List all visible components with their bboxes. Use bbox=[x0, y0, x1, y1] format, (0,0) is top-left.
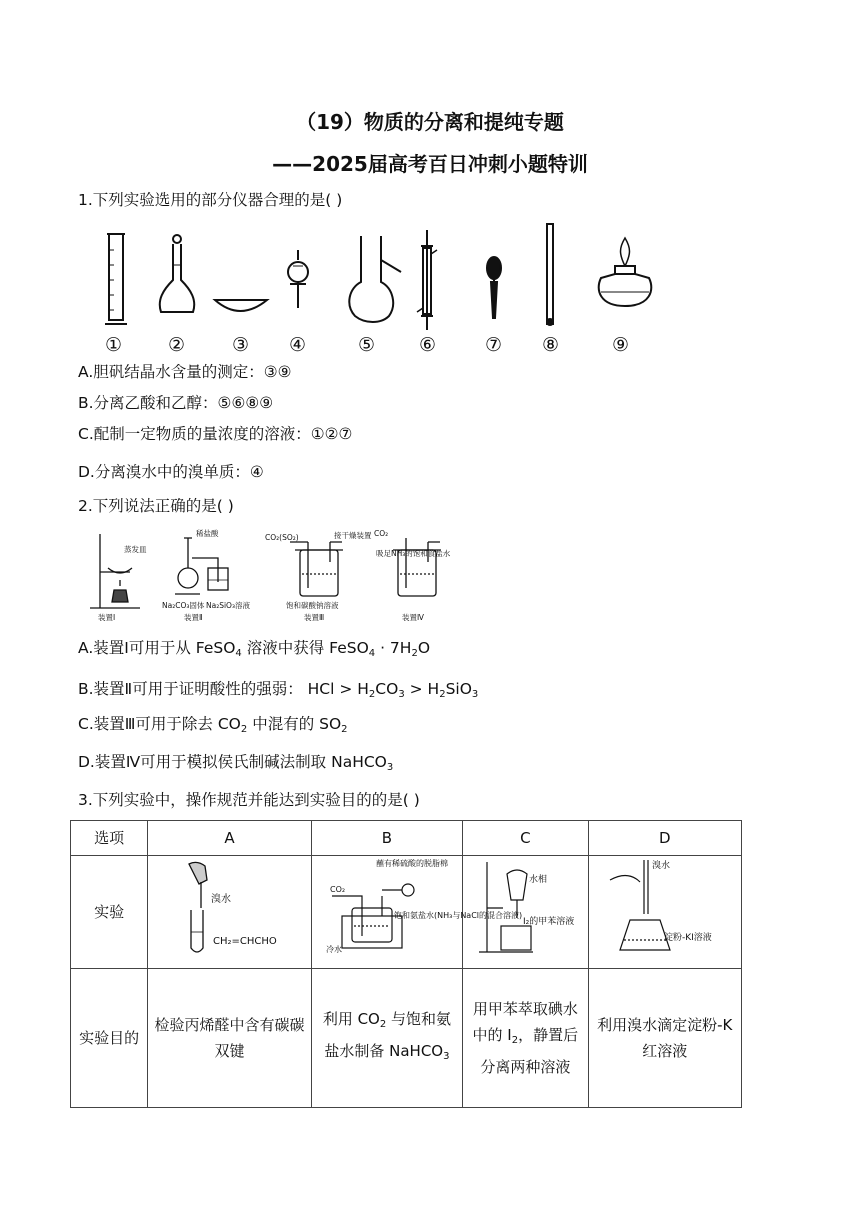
table-header-cell: 选项 bbox=[71, 821, 148, 856]
instrument-label: ④ bbox=[289, 334, 307, 356]
instrument-label: ⑥ bbox=[419, 334, 437, 356]
reagent-label: 溴水 bbox=[651, 861, 670, 871]
q1-instruments-figure bbox=[95, 220, 655, 355]
device3-out: 接干燥装置 bbox=[334, 531, 372, 540]
instrument-label: ① bbox=[105, 334, 123, 356]
exp-figure-c bbox=[463, 856, 588, 969]
device2-label: 装置Ⅱ bbox=[184, 613, 203, 622]
alcohol-lamp-icon bbox=[599, 238, 652, 306]
q1-option-c: C.配制一定物质的量浓度的溶液：①②⑦ bbox=[78, 425, 353, 443]
instrument-label: ③ bbox=[232, 334, 250, 356]
exp-figure-a bbox=[148, 856, 311, 969]
compound-label: CH₂=CHCHO bbox=[213, 936, 278, 947]
exp-figure-d bbox=[588, 856, 742, 969]
dropper-icon bbox=[487, 257, 501, 318]
thermometer-icon bbox=[547, 224, 553, 325]
reagent-label: 溴水 bbox=[211, 894, 232, 905]
device2-soln: Na₂SiO₃溶液 bbox=[206, 601, 250, 610]
upper-phase-label: 水相 bbox=[529, 875, 548, 885]
device1-label: 装置Ⅰ bbox=[98, 613, 116, 622]
gas-label: CO₂ bbox=[329, 885, 346, 894]
row-label-experiment: 实验 bbox=[71, 856, 148, 969]
aim-a: 检验丙烯醛中含有碳碳双键 bbox=[148, 969, 311, 1108]
device1-note: 蒸发皿 bbox=[124, 545, 147, 554]
separatory-funnel-icon bbox=[288, 250, 308, 308]
q2-option-b: B.装置Ⅱ可用于证明酸性的强弱： HCl > $H_2CO_3 > H_2SiO_3$ bbox=[78, 680, 479, 700]
device4-soln: 吸足NH₃的饱和食盐水 bbox=[376, 549, 451, 558]
device3-soln: 饱和碳酸钠溶液 bbox=[286, 601, 339, 610]
q1-option-b: B.分离乙酸和乙醇：⑤⑥⑧⑨ bbox=[78, 394, 274, 412]
aim-d: 利用溴水滴定淀粉-K 红溶液 bbox=[588, 969, 742, 1108]
exp-figure-b bbox=[311, 856, 523, 969]
instrument-label: ⑦ bbox=[485, 334, 503, 356]
test-tube-figure bbox=[159, 856, 299, 960]
table-row-aim bbox=[71, 969, 742, 1108]
device2-acid: 稀盐酸 bbox=[196, 529, 219, 538]
instrument-label: ⑧ bbox=[542, 334, 560, 356]
condenser-icon bbox=[417, 230, 437, 330]
graduated-cylinder-icon bbox=[105, 234, 127, 324]
instrument-label: ⑤ bbox=[358, 334, 376, 356]
q3-options-table bbox=[70, 820, 742, 1108]
gas-bottle-figure bbox=[322, 856, 523, 960]
table-header-row bbox=[71, 821, 742, 856]
instrument-label: ⑨ bbox=[612, 334, 630, 356]
distillation-flask-icon bbox=[349, 236, 401, 322]
q2-option-d: D.装置Ⅳ可用于模拟侯氏制碱法制取 NaHCO$_3$ bbox=[78, 753, 394, 773]
q2-devices-figure bbox=[80, 528, 450, 624]
solution-label: 饱和氨盐水(NH₃与NaCl的混合溶液) bbox=[393, 911, 523, 920]
device4-label: 装置Ⅳ bbox=[402, 613, 424, 622]
page-title: （19）物质的分离和提纯专题 bbox=[296, 110, 564, 134]
titration-figure bbox=[600, 856, 730, 960]
table-header-cell: C bbox=[463, 821, 588, 856]
lower-phase-label: I₂的甲苯溶液 bbox=[523, 917, 575, 927]
row-label-aim: 实验目的 bbox=[71, 969, 148, 1108]
table-header-cell: A bbox=[148, 821, 311, 856]
cold-water-label: 冷水 bbox=[325, 945, 342, 954]
page-subtitle: ——2025届高考百日冲刺小题特训 bbox=[272, 152, 588, 176]
q3-stem: 3.下列实验中，操作规范并能达到实验目的的是( ) bbox=[78, 791, 420, 809]
device4-gas: CO₂ bbox=[374, 529, 389, 538]
q2-option-a: A.装置Ⅰ可用于从 FeSO$_4$ 溶液中获得 FeSO$_4$ · $7H_2O$ bbox=[78, 639, 431, 659]
q1-option-a: A.胆矾结晶水含量的测定：③⑨ bbox=[78, 363, 292, 381]
q2-option-c: C.装置Ⅲ可用于除去 $CO_2$ 中混有的 $SO_2$ bbox=[78, 715, 348, 735]
table-header-cell: D bbox=[588, 821, 742, 856]
device2-solid: Na₂CO₃固体 bbox=[162, 601, 205, 610]
device3-label: 装置Ⅲ bbox=[304, 613, 325, 622]
q1-option-d: D.分离溴水中的溴单质：④ bbox=[78, 463, 264, 481]
evaporating-dish-icon bbox=[215, 300, 267, 311]
aim-b: 利用 $CO_2$ 与饱和氨盐水制备 NaHCO$_3$ bbox=[311, 969, 462, 1108]
solution-label: 淀粉-KI溶液 bbox=[663, 933, 712, 943]
q1-stem: 1.下列实验选用的部分仪器合理的是( ) bbox=[78, 191, 343, 209]
table-header-cell: B bbox=[311, 821, 462, 856]
instrument-label: ② bbox=[168, 334, 186, 356]
cotton-label: 蘸有稀硫酸的脱脂棉 bbox=[375, 859, 448, 868]
separatory-funnel-figure bbox=[473, 856, 577, 960]
q2-stem: 2.下列说法正确的是( ) bbox=[78, 497, 234, 515]
aim-c: 用甲苯萃取碘水中的 $I_2$，静置后分离两种溶液 bbox=[463, 969, 588, 1108]
device3-gas: CO₂(SO₂) bbox=[265, 533, 299, 542]
volumetric-flask-icon bbox=[160, 235, 195, 312]
table-row-experiment bbox=[71, 856, 742, 969]
